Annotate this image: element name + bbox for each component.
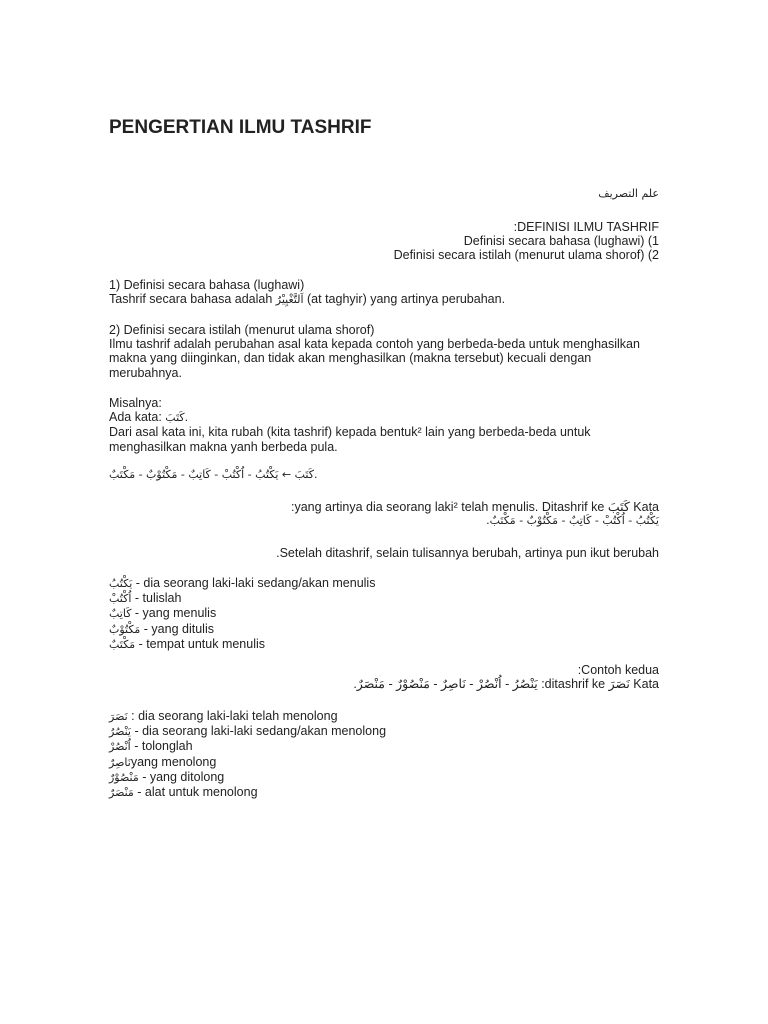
ada-kata-prefix: Ada kata: <box>109 410 166 425</box>
list-item-text: - dia seorang laki-laki sedang/akan menolong <box>131 724 387 739</box>
artinya-block <box>109 500 659 528</box>
list-item-text: - alat untuk menolong <box>133 785 258 800</box>
list-item-text: : dia seorang laki-laki telah menolong <box>127 709 338 723</box>
list-item-text: - tempat untuk menulis <box>135 636 266 651</box>
list-item <box>109 591 659 606</box>
section-1 <box>109 278 659 307</box>
list-item-text: - dia seorang laki-laki sedang/akan menulis <box>132 576 376 590</box>
section-1-heading: 1) Definisi secara bahasa (lughawi) <box>109 278 305 292</box>
list-item-arabic: مَكْتُوْبٌ <box>109 622 141 636</box>
section-1-text <box>109 292 659 307</box>
list-item <box>109 576 659 591</box>
list-item-arabic: كَاتِبٌ <box>109 607 132 621</box>
misalnya-label: Misalnya: <box>109 396 162 410</box>
list-item-text: - yang ditolong <box>138 769 225 784</box>
section-1-text-before: Tashrif secara bahasa adalah <box>109 292 276 307</box>
list-item <box>109 724 659 739</box>
list-item-arabic: مَكْتَبٌ <box>109 637 136 651</box>
list-item <box>109 739 659 754</box>
list-item-arabic: اُنْصُرْ <box>109 740 131 754</box>
ada-kata-arabic: كَتَبَ. <box>165 411 189 425</box>
list-kataba <box>109 576 659 652</box>
list-item-arabic: مَنْصُوْرٌ <box>109 770 139 784</box>
setelah-text: .Setelah ditashrif, selain tulisannya berubah, artinya pun ikut berubah <box>276 546 659 560</box>
list-item-arabic: اُكْتُبْ <box>109 592 132 606</box>
section-2-text: Ilmu tashrif adalah perubahan asal kata kepada contoh yang berbeda-beda untuk menghasilkan makna yang diinginkan, dan tidak akan menghasilkan (makna tersebut) kecuali dengan merubahnya. <box>109 337 640 380</box>
section-2 <box>109 323 659 380</box>
arabic-heading: علم التصريف <box>598 187 659 200</box>
misalnya-block <box>109 396 659 454</box>
list-item-arabic: مَنْصَرٌ <box>109 786 134 800</box>
list-item <box>109 755 659 770</box>
definisi-item-2: Definisi secara istilah (menurut ulama shorof) (2 <box>393 248 659 263</box>
ada-kata <box>109 410 659 425</box>
list-item <box>109 637 659 652</box>
list-nashara <box>109 709 659 800</box>
contoh-kedua-line: .يَنْصُرُ - اُنْصُرْ - نَاصِرٌ - مَنْصُوْرٌ - مَنْصَرٌ :ditashrif ke نَصَرَ Kata <box>353 677 659 692</box>
definisi-block <box>109 220 659 263</box>
list-item-text: - tolonglah <box>130 739 193 754</box>
list-item <box>109 770 659 785</box>
list-item <box>109 606 659 621</box>
list-item-text: - yang menulis <box>131 606 217 621</box>
page-title: PENGERTIAN ILMU TASHRIF <box>109 117 372 138</box>
list-item-arabic: يَنْصُرُ <box>109 725 131 739</box>
list-item-arabic: نَصَرَ <box>109 710 128 723</box>
tashrif-line: كَتَبَ ← يَكْتُبُ - اُكْتُبْ - كَاتِبٌ - مَكْتُوْبٌ - مَكْتَبٌ. <box>109 468 318 481</box>
list-item-text: yang menolong <box>130 754 217 769</box>
contoh-kedua-block <box>109 663 659 691</box>
document-page <box>109 0 659 1024</box>
section-1-arabic: اَلتَّغْيِيْرُ <box>275 293 304 307</box>
list-item-text: - tulislah <box>131 591 182 606</box>
list-item <box>109 622 659 637</box>
definisi-item-1: Definisi secara bahasa (lughawi) (1 <box>463 234 659 249</box>
list-item-text: - yang ditulis <box>140 621 214 636</box>
contoh-kedua-label: :Contoh kedua <box>577 663 659 677</box>
section-2-heading: 2) Definisi secara istilah (menurut ulama shorof) <box>109 323 375 337</box>
section-1-text-after: (at taghyir) yang artinya perubahan. <box>303 292 506 307</box>
artinya-line-1: :yang artinya dia seorang laki² telah menulis. Ditashrif ke كَتَبَ Kata <box>290 500 659 514</box>
list-item <box>109 709 659 724</box>
definisi-header: :DEFINISI ILMU TASHRIF <box>513 220 659 234</box>
artinya-line-2: .يَكْتُبُ - اُكْتُبْ - كَاتِبٌ - مَكْتُوْبٌ - مَكْتَبٌ <box>486 514 659 528</box>
misalnya-text: Dari asal kata ini, kita rubah (kita tashrif) kepada bentuk² lain yang berbeda-beda untuk menghasilkan makna yanh berbeda pula. <box>109 425 591 454</box>
list-item <box>109 785 659 800</box>
list-item-arabic: يَكْتُبُ <box>109 577 133 590</box>
list-item-arabic: نَاصِرٌ <box>109 755 131 769</box>
